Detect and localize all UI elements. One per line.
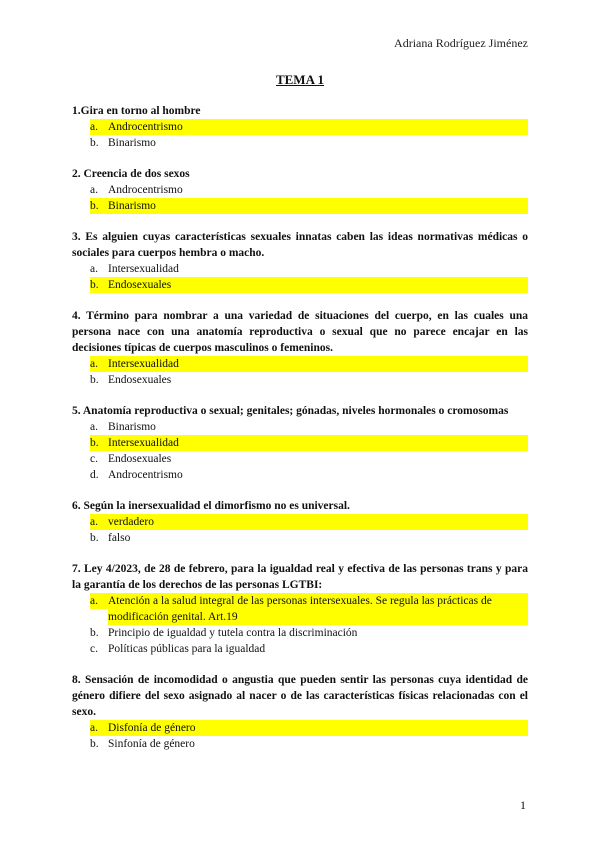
question-8	[72, 672, 528, 752]
answer-options	[72, 356, 528, 388]
answer-options	[72, 261, 528, 293]
answer-option: b. Binarismo	[90, 137, 156, 149]
answer-options	[72, 720, 528, 752]
answer-option: b. Principio de igualdad y tutela contra la discriminación	[90, 627, 358, 639]
question-text: 1.Gira en torno al hombre	[72, 105, 201, 117]
answer-options	[72, 419, 528, 483]
answer-options	[72, 514, 528, 546]
answer-option-highlighted: b. Binarismo	[90, 198, 528, 214]
question-text: 2. Creencia de dos sexos	[72, 168, 190, 180]
question-3	[72, 229, 528, 293]
question-4	[72, 308, 528, 388]
question-text: 3. Es alguien cuyas características sexuales innatas caben las ideas normativas médicas o sociales para cuerpos hembra o macho.	[72, 231, 528, 259]
header-author: Adriana Rodríguez Jiménez	[394, 36, 528, 50]
page-number: 1	[520, 798, 526, 812]
answer-option-highlighted: a. verdadero	[90, 514, 528, 530]
answer-option: a. Intersexualidad	[90, 263, 179, 275]
answer-option-highlighted: a. Disfonía de género	[90, 720, 528, 736]
answer-option-highlighted: a. Androcentrismo	[90, 119, 528, 135]
answer-option: b. Sinfonía de género	[90, 738, 195, 750]
question-1	[72, 103, 528, 151]
question-text: 8. Sensación de incomodidad o angustia que pueden sentir las personas cuya identidad de género difiere del sexo asignado al nacer o de las características físicas relacionadas con el sexo.	[72, 674, 528, 718]
page-title: TEMA 1	[275, 72, 325, 87]
answer-option: a. Binarismo	[90, 421, 156, 433]
question-text: 7. Ley 4/2023, de 28 de febrero, para la igualdad real y efectiva de las personas trans y para la garantía de los derechos de las personas LGTBI:	[72, 563, 528, 591]
answer-option-highlighted: b. Endosexuales	[90, 277, 528, 293]
answer-option: d. Androcentrismo	[90, 469, 183, 481]
answer-option: c. Endosexuales	[90, 453, 172, 465]
question-5	[72, 403, 528, 483]
answer-options	[72, 119, 528, 151]
question-6	[72, 498, 528, 546]
answer-option-highlighted: a. Intersexualidad	[90, 356, 528, 372]
answer-option: a. Androcentrismo	[90, 184, 183, 196]
answer-options	[72, 593, 528, 657]
answer-options	[72, 182, 528, 214]
answer-option: b. falso	[90, 532, 131, 544]
question-list	[72, 103, 528, 767]
question-7	[72, 561, 528, 657]
answer-option: c. Políticas públicas para la igualdad	[90, 643, 266, 655]
answer-option-highlighted: a. Atención a la salud integral de las personas intersexuales. Se regula las prácticas de modificación genital. Art.19	[90, 593, 528, 625]
question-text: 5. Anatomía reproductiva o sexual; genitales; gónadas, niveles hormonales o cromosomas	[72, 405, 509, 417]
answer-option: b. Endosexuales	[90, 374, 172, 386]
answer-option-highlighted: b. Intersexualidad	[90, 435, 528, 451]
question-text: 6. Según la inersexualidad el dimorfismo no es universal.	[72, 500, 350, 512]
question-2	[72, 166, 528, 214]
question-text: 4. Término para nombrar a una variedad de situaciones del cuerpo, en las cuales una persona nace con una anatomía reproductiva o sexual que no parece encajar en las decisiones típicas de cuerpos masculinos o femeninos.	[72, 310, 528, 354]
